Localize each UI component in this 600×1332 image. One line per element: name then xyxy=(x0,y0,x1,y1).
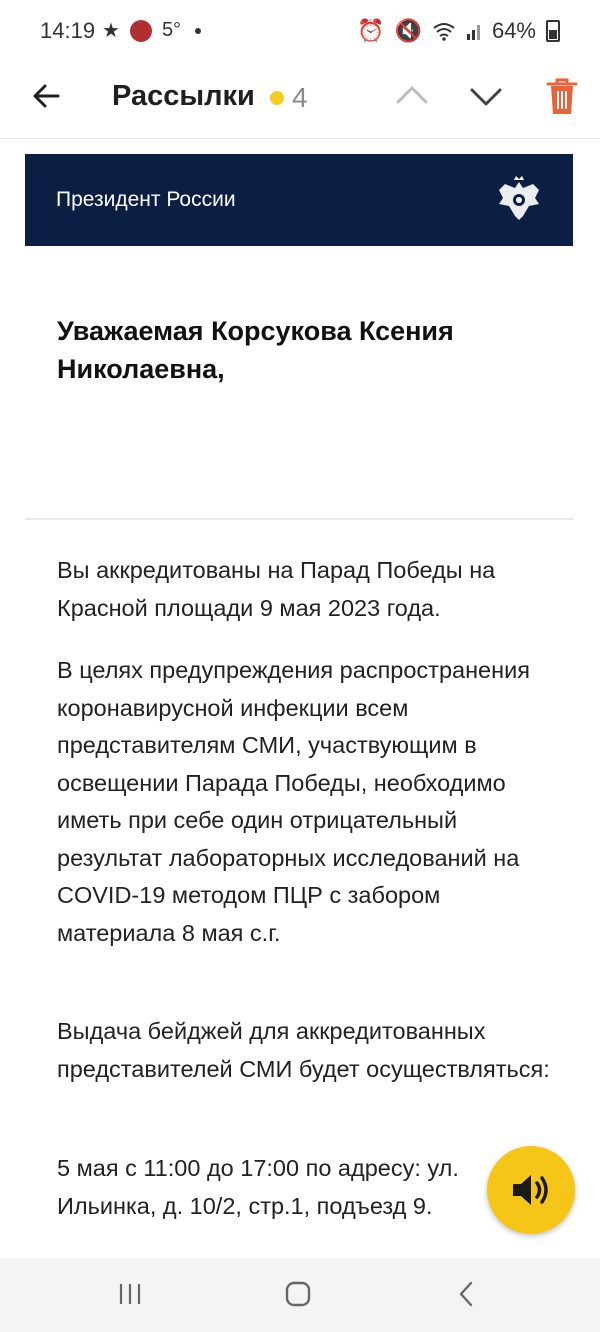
alarm-icon: ⏰ xyxy=(357,18,385,43)
status-left-icons xyxy=(102,18,201,43)
status-time: 14:19 xyxy=(40,18,96,43)
status-temperature: 5° xyxy=(161,19,182,41)
trash-icon[interactable] xyxy=(542,74,582,118)
status-bar xyxy=(0,0,600,60)
walk-icon: ★ xyxy=(102,20,120,42)
home-icon[interactable] xyxy=(284,1280,312,1308)
notification-badge-icon xyxy=(130,20,152,42)
chevron-down-icon[interactable] xyxy=(466,76,506,116)
email-salutation: Уважаемая Корсукова Ксения Николаевна, xyxy=(57,316,454,384)
more-notifications-icon xyxy=(195,28,201,34)
schedule-line: Ильинка, д. 10/2, стр.1, подъезд 9. xyxy=(57,1192,433,1219)
system-back-icon[interactable] xyxy=(456,1280,476,1308)
system-nav-bar xyxy=(0,1258,600,1332)
mute-icon: 🔇 xyxy=(394,18,422,43)
page-title: Рассылки xyxy=(112,80,255,112)
schedule-line: 5 мая с 11:00 до 17:00 по адресу: ул. xyxy=(57,1155,459,1181)
unread-indicator xyxy=(270,82,308,114)
arrow-left-icon[interactable] xyxy=(28,76,68,116)
battery-percent: 64% xyxy=(491,18,536,43)
unread-dot-icon xyxy=(270,91,284,105)
unread-count: 4 xyxy=(292,82,308,113)
speaker-icon xyxy=(509,1168,553,1212)
wifi-icon xyxy=(432,21,456,41)
app-bar xyxy=(0,60,600,139)
banner-title: Президент России xyxy=(56,188,236,211)
read-aloud-button[interactable] xyxy=(487,1146,575,1234)
status-right-icons xyxy=(357,18,560,44)
chevron-up-icon[interactable] xyxy=(392,76,432,116)
battery-icon xyxy=(546,20,560,42)
recent-apps-icon[interactable] xyxy=(118,1282,142,1306)
divider xyxy=(25,518,573,520)
sender-banner xyxy=(25,154,573,246)
eagle-emblem-icon xyxy=(495,176,543,222)
email-paragraph: Вы аккредитованы на Парад Победы на Красной площади 9 мая 2023 года. xyxy=(57,557,496,621)
signal-icon xyxy=(466,22,482,40)
email-paragraph: Выдача бейджей для аккредитованных представителей СМИ будет осуществляться: xyxy=(57,1018,550,1082)
email-paragraph: В целях предупреждения распространения коронавирусной инфекции всем представителям СМИ, участвующим в освещении Парада Победы, необходимо иметь при себе один отрицательный результат лабораторных исследований на COVID-19 методом ПЦР с забором материала 8 мая с.г. xyxy=(57,657,530,946)
